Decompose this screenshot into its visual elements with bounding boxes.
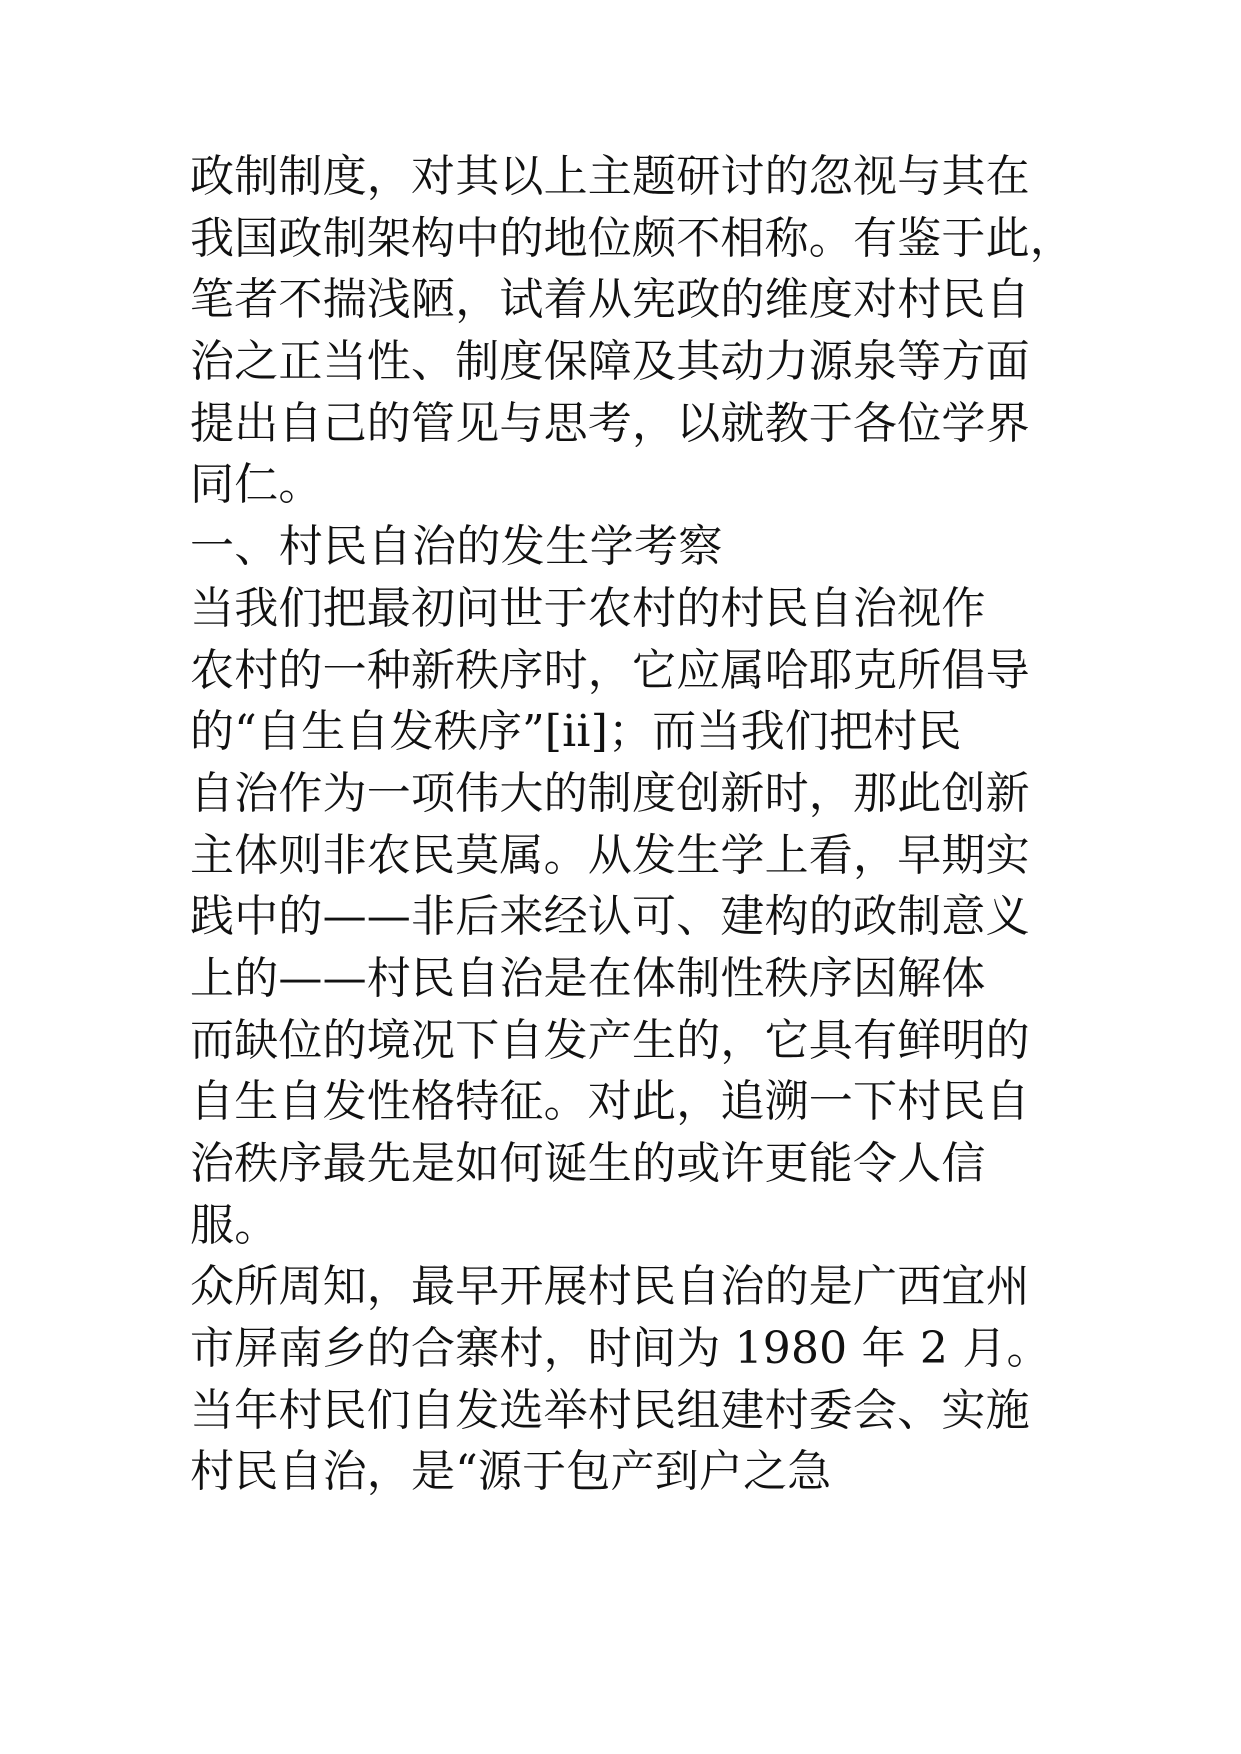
text-line: 而缺位的境况下自发产生的，它具有鲜明的 bbox=[190, 1014, 1030, 1066]
text-line: 上的——村民自治是在体制性秩序因解体 bbox=[190, 952, 986, 1004]
text-line: 政制制度，对其以上主题研讨的忽视与其在 bbox=[190, 151, 1030, 202]
body-text bbox=[190, 146, 1090, 1503]
text-line: 提出自己的管见与思考，以就教于各位学界 bbox=[190, 397, 1030, 449]
section-heading: 一、村民自治的发生学考察 bbox=[190, 521, 723, 573]
text-line: 众所周知，最早开展村民自治的是广西宜州 bbox=[190, 1261, 1030, 1313]
text-line: 笔者不揣浅陋，试着从宪政的维度对村民自 bbox=[190, 274, 1030, 326]
text-line: 农村的一种新秩序时，它应属哈耶克所倡导 bbox=[190, 644, 1030, 696]
text-line: 自生自发性格特征。对此，追溯一下村民自 bbox=[190, 1076, 1030, 1128]
text-line: 主体则非农民莫属。从发生学上看，早期实 bbox=[190, 829, 1030, 881]
text-line: 自治作为一项伟大的制度创新时，那此创新 bbox=[190, 767, 1030, 819]
text-line: 的“自生自发秩序”[ii]；而当我们把村民 bbox=[190, 706, 962, 758]
text-line: 同仁。 bbox=[190, 459, 323, 511]
text-line: 治之正当性、制度保障及其动力源泉等方面 bbox=[190, 336, 1030, 388]
text-line: 服。 bbox=[190, 1199, 279, 1251]
text-line: 村民自治，是“源于包产到户之急 bbox=[190, 1446, 832, 1498]
text-line: 当我们把最初问世于农村的村民自治视作 bbox=[190, 582, 986, 634]
text-line: 市屏南乡的合寨村，时间为 1980 年 2 月。 bbox=[190, 1323, 1051, 1375]
text-line: 践中的——非后来经认可、建构的政制意义 bbox=[190, 891, 1030, 943]
text-line: 我国政制架构中的地位颇不相称。有鉴于此， bbox=[190, 212, 1074, 264]
text-line: 当年村民们自发选举村民组建村委会、实施 bbox=[190, 1384, 1030, 1436]
text-line: 治秩序最先是如何诞生的或许更能令人信 bbox=[190, 1138, 986, 1189]
